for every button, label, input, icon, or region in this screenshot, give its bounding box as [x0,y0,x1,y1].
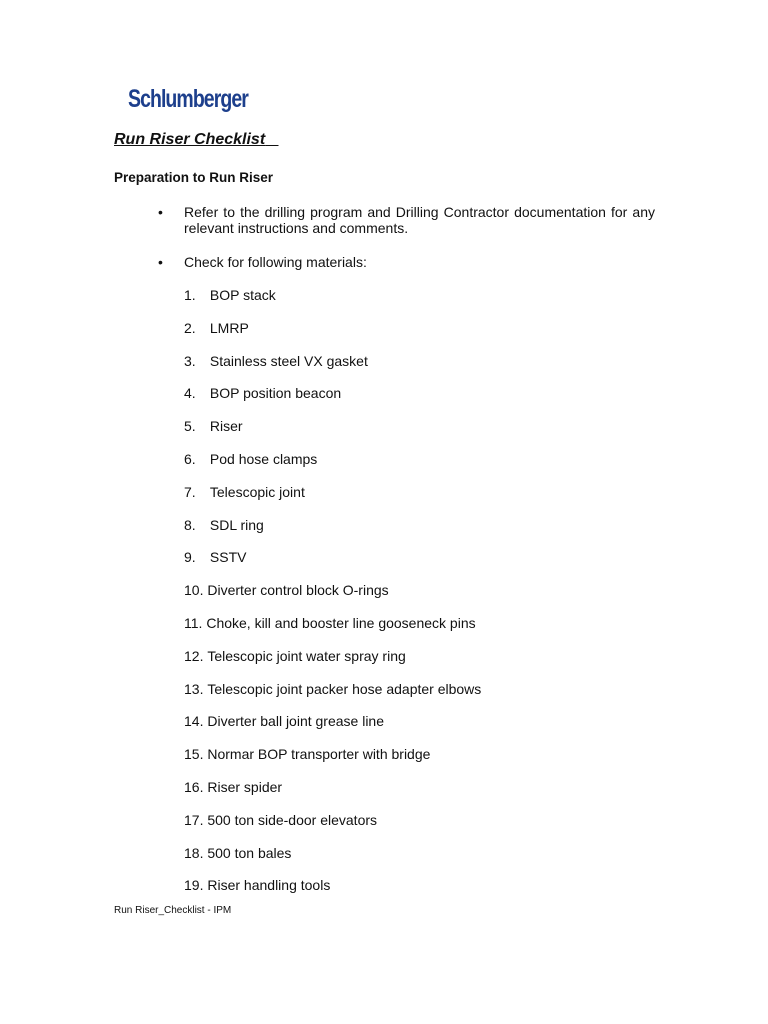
list-item-text: Telescopic joint [209,483,305,500]
list-item [184,548,481,581]
list-item-number: 5. [184,418,196,435]
bullet-marker: • [158,254,163,270]
list-item-number: 15. [184,746,204,763]
document-title-text: Run Riser Checklist [114,131,266,148]
section-heading: Preparation to Run Riser [114,170,274,185]
list-item [184,581,481,614]
list-item-text: SDL ring [209,516,264,533]
list-item [184,384,481,417]
list-item [184,516,481,549]
list-item [184,483,481,516]
list-item-number: 8. [184,516,196,533]
list-item-number: 10. [184,582,204,599]
list-item-text: Riser [209,418,243,435]
list-item-number: 2. [184,319,196,336]
list-item-number: 11. [184,614,203,631]
list-item [184,450,481,483]
list-item-text: Riser handling tools [207,877,331,894]
list-item [184,647,481,680]
list-item-text: 500 ton bales [207,844,292,861]
list-item [184,778,481,811]
list-item-text: Telescopic joint water spray ring [207,647,406,664]
list-item-text: BOP stack [209,287,276,303]
list-item-text: Choke, kill and booster line gooseneck pins [206,614,476,631]
list-item-number: 6. [184,450,196,467]
list-item-text: SSTV [209,549,247,566]
bullet-item-documentation: Refer to the drilling program and Drilling Contractor documentation for any relevant instructions and comments. [184,204,655,236]
list-item-text: Riser spider [207,778,283,795]
bullet-marker: • [158,204,163,220]
list-item [184,614,481,647]
list-item-text: 500 ton side-door elevators [207,811,378,828]
list-item-text: Normar BOP transporter with bridge [207,746,431,763]
list-item-text: Diverter control block O-rings [207,582,389,599]
list-item-number: 17. [184,811,204,828]
list-item [184,811,481,844]
list-item [184,352,481,385]
list-item-number: 4. [184,385,196,402]
bullet-item-check-materials: Check for following materials: [184,254,367,270]
page-footer: Run Riser_Checklist - IPM [114,905,232,916]
list-item-text: LMRP [209,319,249,336]
list-item-text: BOP position beacon [209,385,342,402]
list-item [184,319,481,352]
list-item-text: Diverter ball joint grease line [207,713,384,730]
materials-list [184,286,481,909]
list-item-number: 13. [184,680,204,697]
list-item-number: 9. [184,549,196,566]
list-item [184,844,481,877]
list-item-number: 7. [184,483,196,500]
company-logo: Schlumberger [128,85,248,113]
list-item-number: 12. [184,647,204,664]
document-title [114,130,279,150]
list-item-number: 18. [184,844,204,861]
list-item-number: 3. [184,352,196,369]
list-item-text: Telescopic joint packer hose adapter elbows [207,680,482,697]
list-item [184,712,481,745]
list-item-number: 19. [184,877,204,894]
list-item-number: 1. [184,287,196,303]
list-item [184,745,481,778]
list-item-text: Pod hose clamps [209,450,318,467]
list-item-number: 14. [184,713,204,730]
list-item [184,680,481,713]
list-item [184,286,481,319]
list-item [184,417,481,450]
list-item-text: Stainless steel VX gasket [209,352,368,369]
list-item-number: 16. [184,778,204,795]
